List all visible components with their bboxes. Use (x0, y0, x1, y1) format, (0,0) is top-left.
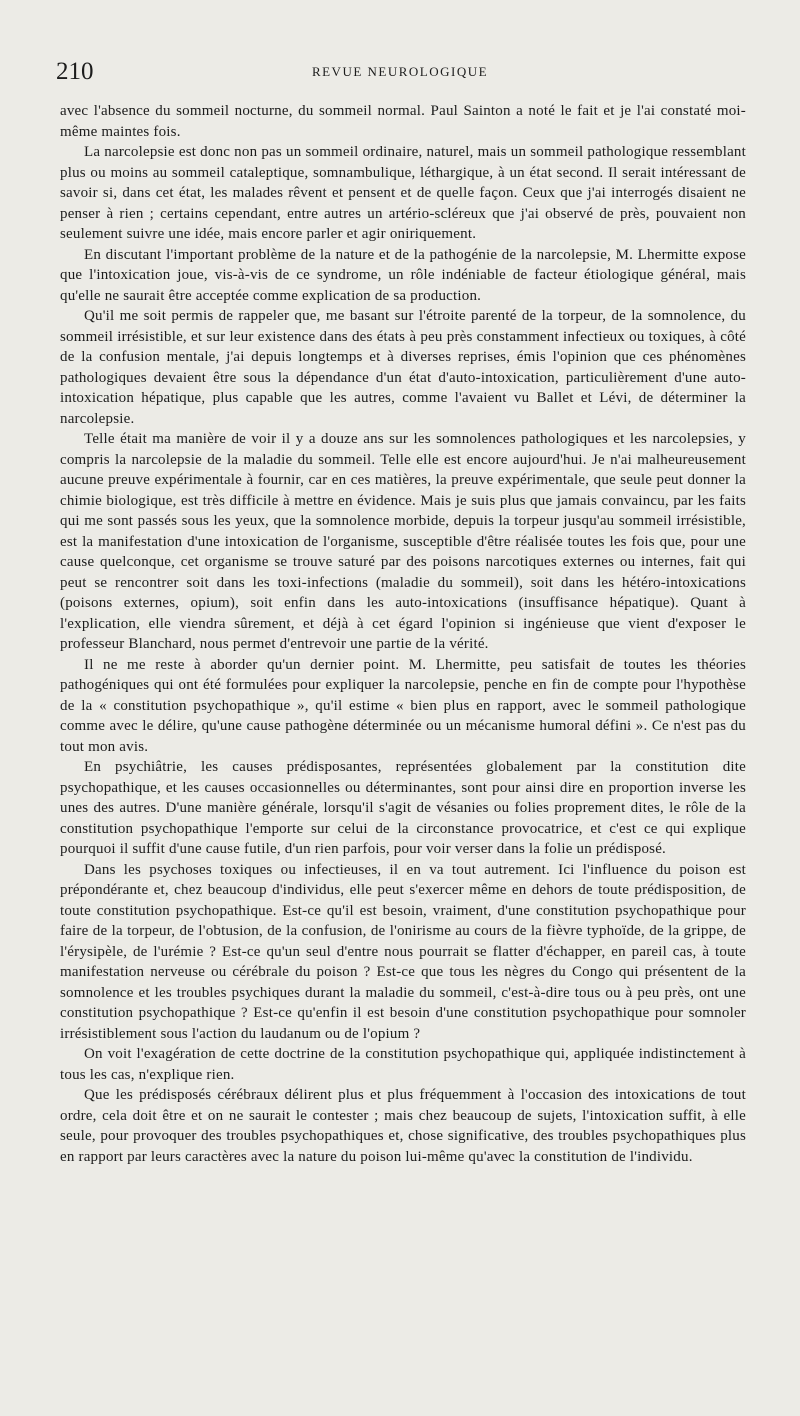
paragraph: Dans les psychoses toxiques ou infectieuses, il en va tout autrement. Ici l'influence du poison est prépondérante et, chez beaucoup d'individus, elle peut s'exercer même en dehors de toute prédisposition, de toute constitution psychopathique. Est-ce qu'il est besoin, vraiment, d'une constitution psychopathique pour faire de la torpeur, de l'obtusion, de la confusion, de l'onirisme au cours de la fièvre typhoïde, de la grippe, de l'érysipèle, de l'urémie ? Est-ce qu'un seul d'entre nous pourrait se flatter d'échapper, en pareil cas, à toute manifestation nerveuse ou cérébrale du poison ? Est-ce que tous les nègres du Congo qui présentent de la somnolence et les troubles psychiques durant la maladie du sommeil, c'est-à-dire tous ou à peu près, ont une constitution psychopathique ? Est-ce qu'enfin il est besoin d'une constitution psychopathique pour somnoler irrésistiblement sous l'action du laudanum ou de l'opium ? (60, 861, 746, 1042)
article-body (60, 101, 746, 1167)
page-number: 210 (56, 58, 94, 85)
paragraph: Il ne me reste à aborder qu'un dernier point. M. Lhermitte, peu satisfait de toutes les théories pathogéniques qui ont été formulées pour expliquer la narcolepsie, penche en fin de compte pour l'hypothèse de la « constitution psychopathique », qu'il estime « bien plus en rapport, avec le sommeil pathologique comme avec le délire, qu'une cause pathogène déterminée ou un mécanisme humoral défini ». Ce n'est pas du tout mon avis. (60, 656, 746, 755)
running-title: REVUE NEUROLOGIQUE (311, 64, 489, 79)
paragraph: Telle était ma manière de voir il y a douze ans sur les somnolences pathologiques et les narcolepsies, y compris la narcolepsie de la maladie du sommeil. Telle elle est encore aujourd'hui. Je n'ai malheureusement aucune preuve expérimentale à fournir, car en ces matières, la preuve expérimentale, que seule peut donner la chimie biologique, est très difficile à mettre en évidence. Mais je suis plus que jamais convaincu, par les faits qui me sont passés sous les yeux, que la somnolence morbide, depuis la torpeur jusqu'au sommeil irrésistible, est la manifestation d'une intoxication de l'organisme, susceptible d'être réalisée toutes les fois que, pour une cause quelconque, cet organisme se trouve saturé par des poisons narcotiques externes ou internes, fait qui peut se rencontrer soit dans les toxi-infections (maladie du sommeil), soit dans les hétéro-intoxications (poisons externes, opium), soit enfin dans les auto-intoxications (insuffisance hépatique). Quant à l'explication, elle viendra sûrement, et déjà à cet égard l'opinion si ingénieuse que vient d'exposer le professeur Blanchard, nous permet d'entrevoir une partie de la vérité. (60, 431, 746, 652)
paragraph: On voit l'exagération de cette doctrine de la constitution psychopathique qui, appliquée indistinctement à tous les cas, n'explique rien. (60, 1046, 746, 1083)
paragraph: Que les prédisposés cérébraux délirent plus et plus fréquemment à l'occasion des intoxications de tout ordre, cela doit être et on ne saurait le contester ; mais chez beaucoup de sujets, l'intoxication suffit, à elle seule, pour provoquer des troubles psychopathiques et, chose significative, des troubles psychopathiques plus en rapport par leurs caractères avec la nature du poison lui-même qu'avec la constitution de l'individu. (60, 1087, 746, 1165)
paragraph: En psychiâtrie, les causes prédisposantes, représentées globalement par la constitution dite psychopathique, et les causes occasionnelles ou déterminantes, sont pour ainsi dire en proportion inverse les unes des autres. D'une manière générale, lorsqu'il s'agit de vésanies ou folies proprement dites, le rôle de la constitution psychopathique l'emporte sur celui de la circonstance provocatrice, et c'est ce qui explique pourquoi il suffit d'une cause futile, d'un rien parfois, pour voir verser dans la folie un prédisposé. (60, 759, 746, 857)
paragraph: La narcolepsie est donc non pas un sommeil ordinaire, naturel, mais un sommeil pathologique ressemblant plus ou moins au sommeil cataleptique, somnambulique, léthargique, à un état second. Il serait intéressant de savoir si, dans cet état, les malades rêvent et pensent et de quelle façon. Ceux que j'ai interrogés disaient ne penser à rien ; certains cependant, entre autres un artério-scléreux que j'ai observé de près, pouvaient non seulement suivre une idée, mais encore parler et agir oniriquement. (60, 144, 746, 242)
paragraph: En discutant l'important problème de la nature et de la pathogénie de la narcolepsie, M. Lhermitte expose que l'intoxication joue, vis-à-vis de ce syndrome, un rôle indéniable de facteur étiologique général, mais qu'elle ne saurait être acceptée comme explication de sa production. (60, 246, 746, 304)
paragraph: Qu'il me soit permis de rappeler que, me basant sur l'étroite parenté de la torpeur, de la somnolence, du sommeil irrésistible, et sur leur existence dans des états à peu près constamment infectieux ou toxiques, à côté de la confusion mentale, j'ai depuis longtemps et à diverses reprises, émis l'opinion que ces phénomènes pathologiques devaient être sous la dépendance d'un état d'auto-intoxication, particulièrement d'une auto-intoxication hépatique, plus capable que les autres, comme l'avaient vu Ballet et Lévi, de déterminer la narcolepsie. (60, 308, 746, 427)
paragraph: avec l'absence du sommeil nocturne, du sommeil normal. Paul Sainton a noté le fait et je l'ai constaté moi-même maintes fois. (60, 103, 746, 140)
page-header (56, 58, 744, 86)
